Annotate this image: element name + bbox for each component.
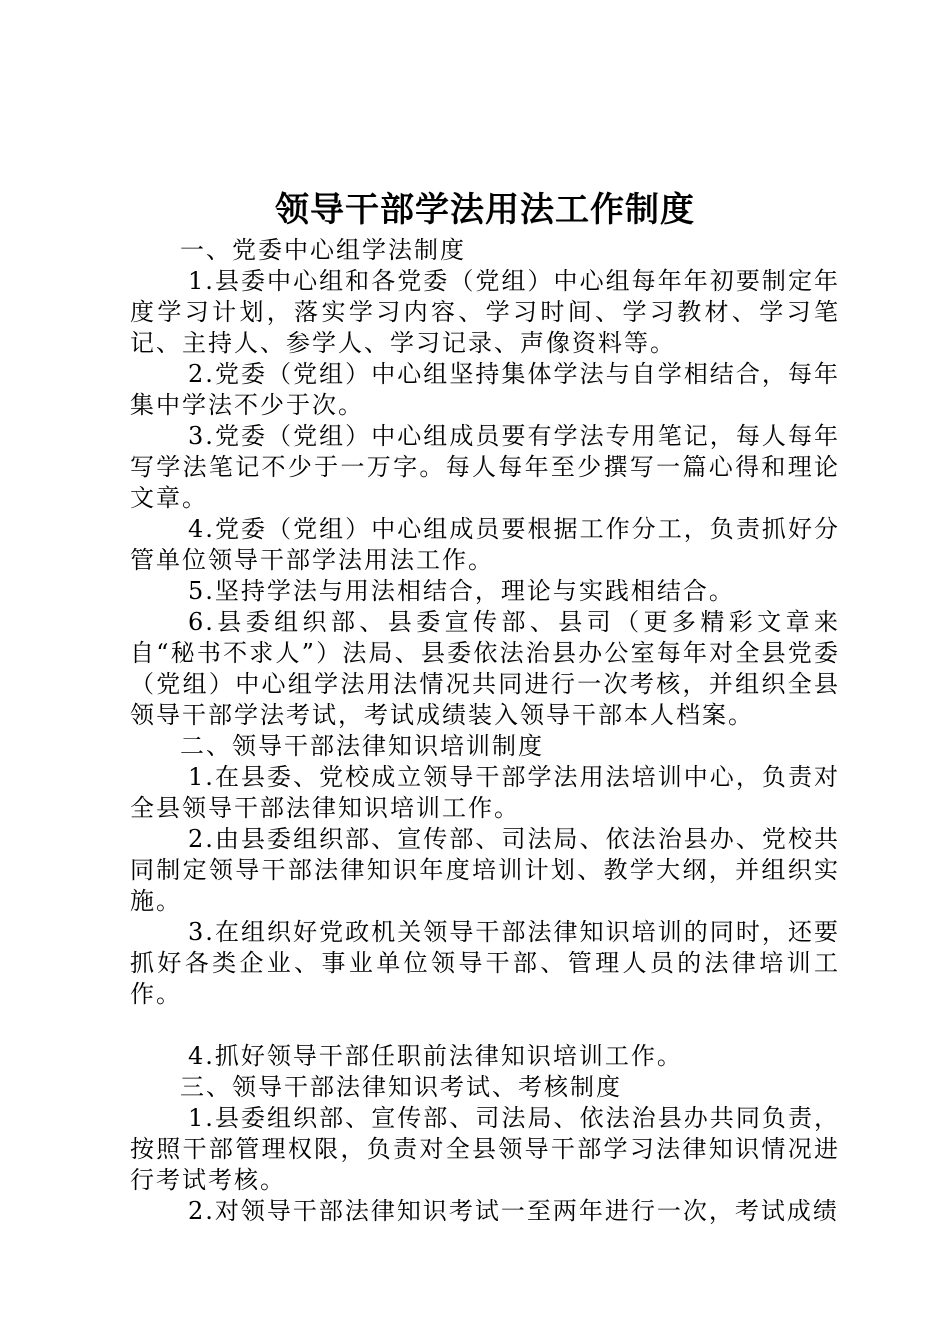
section-1-item-4: 4.党委（党组）中心组成员要根据工作分工，负责抓好分管单位领导干部学法用法工作。 [130, 515, 840, 574]
section-3-item-1: 1.县委组织部、宣传部、司法局、依法治县办共同负责，按照干部管理权限，负责对全县领导干部学习法律知识情况进行考试考核。 [130, 1104, 840, 1194]
document-title: 领导干部学法用法工作制度 [275, 190, 695, 230]
section-2-item-1: 1.在县委、党校成立领导干部学法用法培训中心，负责对全县领导干部法律知识培训工作。 [130, 763, 840, 822]
section-heading-3: 三、领导干部法律知识考试、考核制度 [180, 1073, 622, 1101]
section-heading-2: 二、领导干部法律知识培训制度 [180, 732, 544, 760]
section-2-item-2: 2.由县委组织部、宣传部、司法局、依法治县办、党校共同制定领导干部法律知识年度培训计划、教学大纲，并组织实施。 [130, 825, 840, 915]
section-3-item-2: 2.对领导干部法律知识考试一至两年进行一次，考试成绩 [188, 1197, 839, 1225]
section-1-item-5: 5.坚持学法与用法相结合，理论与实践相结合。 [188, 577, 735, 605]
section-1-item-2: 2.党委（党组）中心组坚持集体学法与自学相结合，每年集中学法不少于次。 [130, 360, 840, 419]
section-1-item-6: 6.县委组织部、县委宣传部、县司（更多精彩文章来自“秘书不求人”）法局、县委依法治县办公室每年对全县党委（党组）中心组学法用法情况共同进行一次考核，并组织全县领导干部学法考试，考试成绩装入领导干部本人档案。 [130, 608, 840, 729]
document-page [130, 185, 840, 1227]
section-1-item-3: 3.党委（党组）中心组成员要有学法专用笔记，每人每年写学法笔记不少于一万字。每人每年至少撰写一篇心得和理论文章。 [130, 422, 840, 512]
section-1-item-1: 1.县委中心组和各党委（党组）中心组每年年初要制定年度学习计划，落实学习内容、学习时间、学习教材、学习笔记、主持人、参学人、学习记录、声像资料等。 [130, 267, 840, 357]
section-heading-1: 一、党委中心组学法制度 [180, 236, 466, 264]
section-2-item-4: 4.抓好领导干部任职前法律知识培训工作。 [188, 1042, 683, 1070]
blank-line [130, 1010, 840, 1041]
section-2-item-3: 3.在组织好党政机关领导干部法律知识培训的同时，还要抓好各类企业、事业单位领导干部、管理人员的法律培训工作。 [130, 918, 840, 1008]
